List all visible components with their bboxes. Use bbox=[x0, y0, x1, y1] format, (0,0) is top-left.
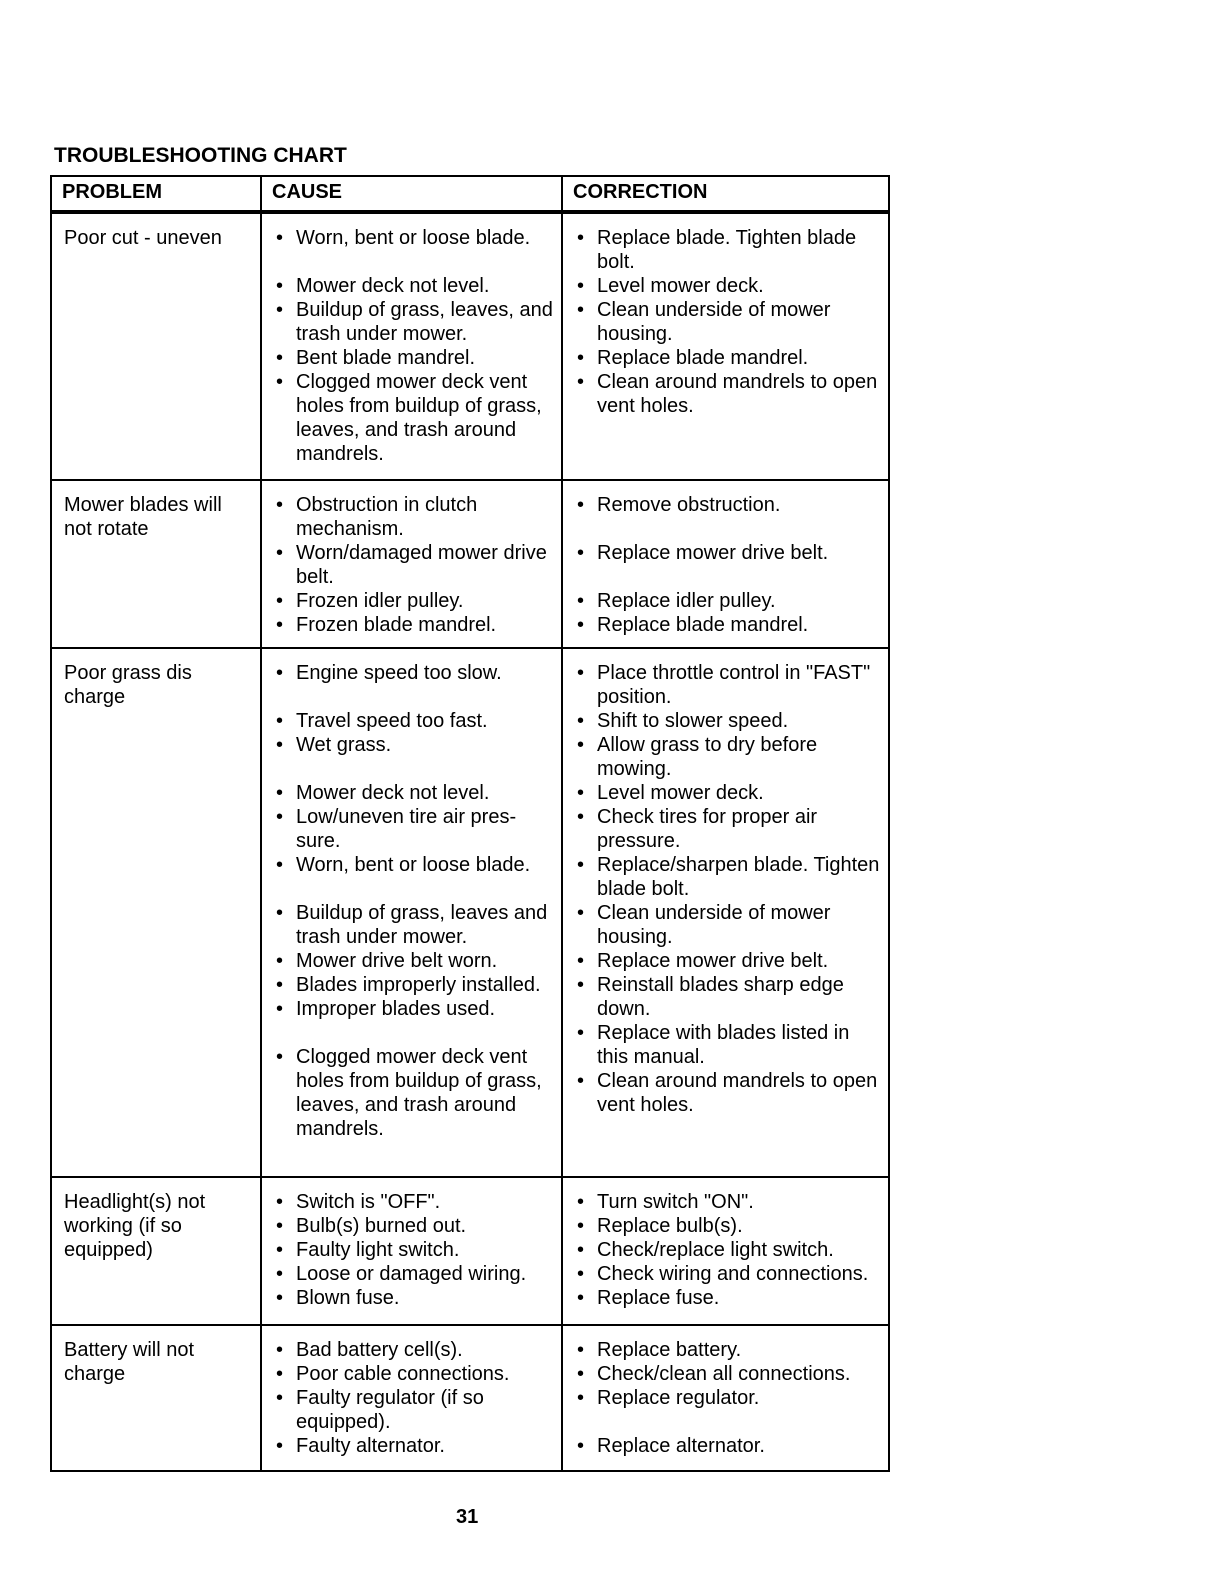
cause-item: • Worn, bent or loose blade. bbox=[274, 226, 555, 250]
cause-item: • Worn, bent or loose blade. bbox=[274, 853, 555, 877]
cause-item: • Mower drive belt worn. bbox=[274, 949, 555, 973]
correction-item: • Place throttle control in "FAST" position. bbox=[575, 661, 882, 709]
correction-item: • Level mower deck. bbox=[575, 274, 882, 298]
table-row bbox=[51, 1177, 889, 1325]
cause-item: • Poor cable connections. bbox=[274, 1362, 555, 1386]
cause-item: • Obstruction in clutch mechanism. bbox=[274, 493, 555, 541]
correction-cell bbox=[562, 1177, 889, 1325]
problem-cell: Battery will not charge bbox=[51, 1325, 261, 1471]
correction-item: • Check tires for proper air pressure. bbox=[575, 805, 882, 853]
cause-item: • Buildup of grass, leaves, and trash under mower. bbox=[274, 298, 555, 346]
cause-item: • Faulty light switch. bbox=[274, 1238, 555, 1262]
cause-item: • Faulty alternator. bbox=[274, 1434, 555, 1458]
correction-item: • Clean underside of mower housing. bbox=[575, 901, 882, 949]
header-correction: CORRECTION bbox=[562, 176, 889, 212]
correction-item: • Replace/sharpen blade. Tighten blade bolt. bbox=[575, 853, 882, 901]
cause-item: • Mower deck not level. bbox=[274, 274, 555, 298]
correction-item: • Check wiring and connections. bbox=[575, 1262, 882, 1286]
correction-item: • Level mower deck. bbox=[575, 781, 882, 805]
header-row bbox=[51, 176, 889, 212]
correction-item: • Check/clean all connections. bbox=[575, 1362, 882, 1386]
correction-item: • Clean around mandrels to open vent holes. bbox=[575, 370, 882, 418]
cause-item: • Blades improperly installed. bbox=[274, 973, 555, 997]
cause-item: • Bad battery cell(s). bbox=[274, 1338, 555, 1362]
table-row bbox=[51, 480, 889, 648]
cause-item: • Frozen idler pulley. bbox=[274, 589, 555, 613]
problem-cell: Poor grass dis charge bbox=[51, 648, 261, 1177]
cause-item: • Bent blade mandrel. bbox=[274, 346, 555, 370]
troubleshooting-table bbox=[50, 175, 890, 1472]
correction-item: • Turn switch "ON". bbox=[575, 1190, 882, 1214]
correction-item: • Replace mower drive belt. bbox=[575, 541, 882, 565]
correction-item: • Replace fuse. bbox=[575, 1286, 882, 1310]
correction-item: • Replace alternator. bbox=[575, 1434, 882, 1458]
problem-cell: Poor cut - uneven bbox=[51, 212, 261, 480]
cause-item: • Clogged mower deck vent holes from buildup of grass, leaves, and trash around mandrels. bbox=[274, 370, 555, 466]
cause-item: • Worn/damaged mower drive belt. bbox=[274, 541, 555, 589]
cause-item: • Loose or damaged wiring. bbox=[274, 1262, 555, 1286]
correction-item: • Clean underside of mower housing. bbox=[575, 298, 882, 346]
problem-cell: Mower blades will not rotate bbox=[51, 480, 261, 648]
cause-item: • Travel speed too fast. bbox=[274, 709, 555, 733]
table-row bbox=[51, 648, 889, 1177]
cause-item: • Faulty regulator (if so equipped). bbox=[274, 1386, 555, 1434]
correction-cell bbox=[562, 648, 889, 1177]
correction-item: • Replace battery. bbox=[575, 1338, 882, 1362]
correction-item: • Replace blade mandrel. bbox=[575, 613, 882, 637]
cause-item: • Blown fuse. bbox=[274, 1286, 555, 1310]
correction-cell bbox=[562, 212, 889, 480]
correction-item: • Shift to slower speed. bbox=[575, 709, 882, 733]
correction-item: • Allow grass to dry before mowing. bbox=[575, 733, 882, 781]
cause-cell bbox=[261, 1177, 562, 1325]
correction-item: • Check/replace light switch. bbox=[575, 1238, 882, 1262]
cause-cell bbox=[261, 480, 562, 648]
cause-cell bbox=[261, 1325, 562, 1471]
correction-item: • Reinstall blades sharp edge down. bbox=[575, 973, 882, 1021]
correction-item: • Replace with blades listed in this manual. bbox=[575, 1021, 882, 1069]
cause-item: • Buildup of grass, leaves and trash under mower. bbox=[274, 901, 555, 949]
cause-item: • Low/uneven tire air pres- sure. bbox=[274, 805, 555, 853]
header-cause: CAUSE bbox=[261, 176, 562, 212]
correction-item: • Replace blade. Tighten blade bolt. bbox=[575, 226, 882, 274]
correction-item: • Clean around mandrels to open vent holes. bbox=[575, 1069, 882, 1117]
correction-cell bbox=[562, 480, 889, 648]
cause-item: • Clogged mower deck vent holes from buildup of grass, leaves, and trash around mandrels. bbox=[274, 1045, 555, 1141]
header-problem: PROBLEM bbox=[51, 176, 261, 212]
correction-item: • Replace mower drive belt. bbox=[575, 949, 882, 973]
cause-item: • Engine speed too slow. bbox=[274, 661, 555, 685]
cause-item: • Improper blades used. bbox=[274, 997, 555, 1021]
correction-cell bbox=[562, 1325, 889, 1471]
correction-item: • Replace idler pulley. bbox=[575, 589, 882, 613]
cause-item: • Frozen blade mandrel. bbox=[274, 613, 555, 637]
cause-item: • Mower deck not level. bbox=[274, 781, 555, 805]
correction-item: • Replace blade mandrel. bbox=[575, 346, 882, 370]
cause-cell bbox=[261, 648, 562, 1177]
table-row bbox=[51, 1325, 889, 1471]
page-number: 31 bbox=[456, 1506, 479, 1528]
correction-item: • Replace bulb(s). bbox=[575, 1214, 882, 1238]
cause-item: • Switch is "OFF". bbox=[274, 1190, 555, 1214]
problem-cell: Headlight(s) not working (if so equipped) bbox=[51, 1177, 261, 1325]
correction-item: • Remove obstruction. bbox=[575, 493, 882, 517]
correction-item: • Replace regulator. bbox=[575, 1386, 882, 1410]
cause-cell bbox=[261, 212, 562, 480]
cause-item: • Bulb(s) burned out. bbox=[274, 1214, 555, 1238]
table-row bbox=[51, 212, 889, 480]
cause-item: • Wet grass. bbox=[274, 733, 555, 757]
chart-title: TROUBLESHOOTING CHART bbox=[54, 144, 347, 167]
